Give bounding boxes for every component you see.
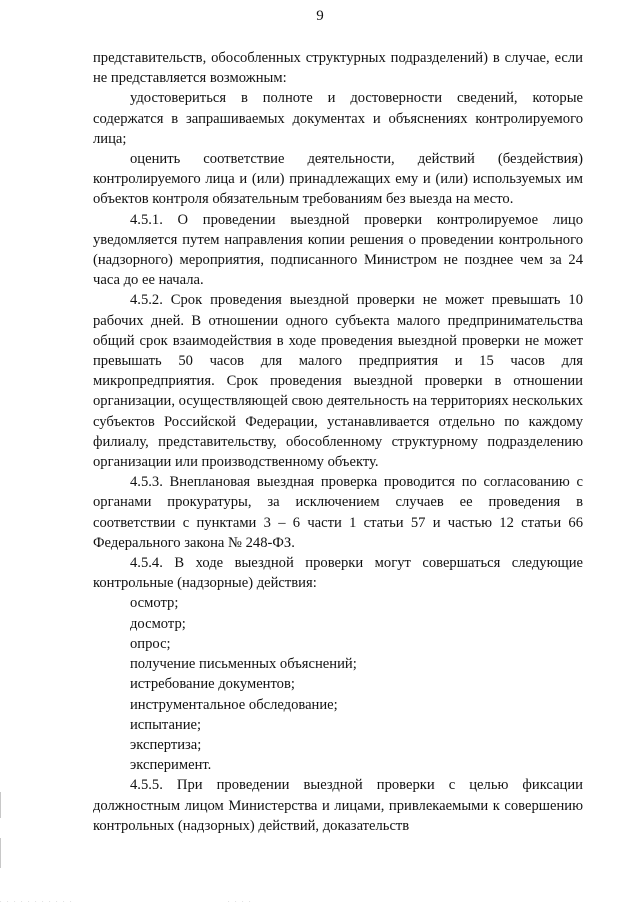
- list-item: истребование документов;: [130, 676, 295, 693]
- list-item: испытание;: [130, 716, 202, 733]
- paragraph-4-5-4: 4.5.4. В ходе выездной проверки могут совершаться следующие контрольные (надзорные) действия:: [93, 555, 583, 592]
- paragraph-4-5-3: 4.5.3. Внеплановая выездная проверка проводится по согласованию с органами прокуратуры, за исключением случаев ее проведения в соответствии с пунктами 3 – 6 части 1 статьи 57 и частью 12 статьи 66 Федерального закона № 248-ФЗ.: [93, 474, 583, 551]
- document-body: [93, 48, 583, 836]
- scan-bottom-artifact: . . . . . . . . . . . . . . .: [0, 898, 253, 904]
- scan-edge-mark: [0, 838, 1, 868]
- paragraph-4-5-1: 4.5.1. О проведении выездной проверки контролируемое лицо уведомляется путем направления копии решения о проведении контрольного (надзорного) мероприятия, подписанного Министром не позднее чем за 24 часа до ее начала.: [93, 211, 583, 289]
- page-number: 9: [316, 8, 324, 24]
- list-item: досмотр;: [130, 615, 186, 632]
- scan-edge-mark: [0, 792, 1, 818]
- list-item: осмотр;: [130, 595, 179, 612]
- paragraph-4-5-2: 4.5.2. Срок проведения выездной проверки не может превышать 10 рабочих дней. В отношении одного субъекта малого предпринимательства общий срок взаимодействия в ходе проведения выездной проверки не может превышать 50 часов для малого предприятия и 15 часов для микропредприятия. Срок проведения выездной проверки в отношении организации, осуществляющей свою деятельность на территориях нескольких субъектов Российской Федерации, устанавливается отдельно по каждому филиалу, представительству, обособленному структурному подразделению организации или производственному объекту.: [93, 292, 583, 471]
- list-item: опрос;: [130, 635, 171, 652]
- paragraph-verify: удостовериться в полноте и достоверности сведений, которые содержатся в запрашиваемых документах и объяснениях контролируемого лица;: [93, 90, 583, 147]
- paragraph-4-5-5: 4.5.5. При проведении выездной проверки с целью фиксации должностным лицом Министерства и лицами, привлекаемыми к совершению контрольных (надзорных) действий, доказательств: [93, 777, 583, 834]
- list-item: эксперимент.: [130, 757, 212, 774]
- list-item: экспертиза;: [130, 736, 202, 753]
- list-item: инструментальное обследование;: [130, 696, 338, 713]
- paragraph-continuation: представительств, обособленных структурных подразделений) в случае, если не представляется возможным:: [93, 50, 583, 87]
- paragraph-evaluate: оценить соответствие деятельности, действий (бездействия) контролируемого лица и (или) принадлежащих ему и (или) используемых им объектов контроля обязательным требованиям без выезда на место.: [93, 151, 583, 208]
- list-item: получение письменных объяснений;: [130, 656, 357, 673]
